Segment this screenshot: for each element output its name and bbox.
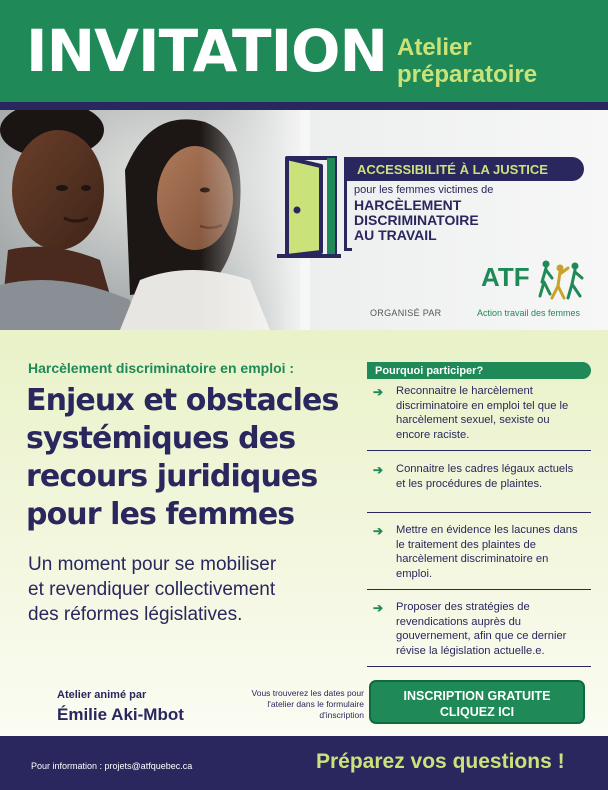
bracket-line	[344, 179, 352, 251]
main-section	[0, 330, 608, 736]
atf-figures-logo	[538, 258, 584, 302]
header-band	[0, 0, 608, 102]
facilitator-name: Émilie Aki-Mbot	[57, 705, 184, 724]
main-headline: Enjeux et obstacles systémiques des recours juridiques pour les femmes	[26, 383, 339, 532]
arrow-right-icon: ➔	[373, 463, 384, 477]
prepare-questions-text: Préparez vos questions !	[316, 750, 565, 773]
arrow-right-icon: ➔	[373, 601, 384, 615]
door-icon	[277, 152, 341, 260]
divider	[367, 450, 591, 451]
list-item-text: Reconnaitre le harcèlement discriminatoire en emploi tel que le harcèlement sexuel, sexiste ou encore raciste.	[396, 385, 569, 441]
main-subhead: Un moment pour se mobiliser et revendiquer collectivement des réformes législatives.	[28, 554, 277, 625]
list-item-text: Mettre en évidence les lacunes dans le traitement des plaintes de harcèlement discriminatoire en emploi.	[396, 524, 578, 580]
list-item-text: Proposer des stratégies de revendications auprès du gouvernement, afin que ce dernier révise la législation actuelle.e.	[396, 601, 567, 657]
access-justice-block	[344, 157, 584, 261]
arrow-right-icon: ➔	[373, 385, 384, 399]
why-participate-panel	[367, 362, 591, 667]
atf-org-name: Action travail des femmes	[477, 308, 581, 318]
divider	[367, 589, 591, 590]
divider	[367, 512, 591, 513]
contact-info: Pour information : projets@atfquebec.ca	[31, 761, 193, 771]
organised-by-label: ORGANISÉ PAR	[370, 308, 442, 318]
hero-banner	[0, 110, 608, 330]
invitation-title: INVITATION	[26, 17, 388, 85]
footer-band	[0, 736, 608, 790]
dates-note: Vous trouverez les dates pour l'atelier dans le formulaire d'inscription	[251, 688, 364, 720]
why-participate-title: Pourquoi participer?	[367, 362, 591, 379]
harassment-title: HARCÈLEMENT DISCRIMINATOIRE AU TRAVAIL	[354, 197, 479, 243]
topic-kicker: Harcèlement discriminatoire en emploi :	[28, 360, 295, 376]
access-justice-line: pour les femmes victimes de	[354, 184, 494, 196]
facilitator-label: Atelier animé par	[57, 689, 147, 701]
register-button[interactable]: INSCRIPTION GRATUITE CLIQUEZ ICI	[369, 680, 585, 724]
workshop-subtitle: Atelier préparatoire	[397, 34, 538, 88]
list-item-text: Connaitre les cadres légaux actuels et les procédures de plaintes.	[396, 463, 574, 490]
divider	[367, 666, 591, 667]
atf-logo-text: ATF	[481, 262, 530, 292]
header-divider	[0, 102, 608, 110]
access-justice-title: ACCESSIBILITÉ À LA JUSTICE	[344, 157, 584, 181]
arrow-right-icon: ➔	[373, 524, 384, 538]
